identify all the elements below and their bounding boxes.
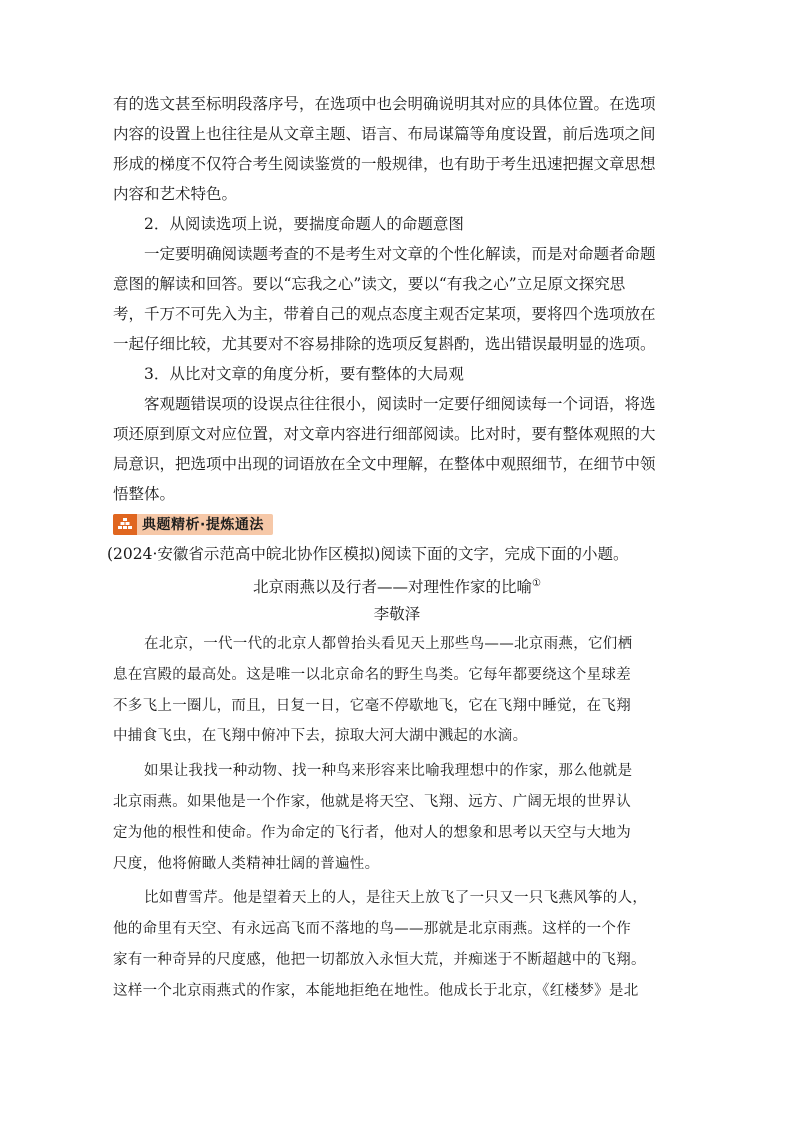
section-intro [113, 89, 681, 209]
point-2 [113, 209, 681, 359]
essay-title-text: 北京雨燕以及行者——对理性作家的比喻 [253, 578, 533, 597]
section-badge [113, 514, 273, 535]
point-3 [113, 359, 681, 509]
essay-author: 李敬泽 [373, 605, 421, 623]
question-intro: (2024·安徽省示范高中皖北协作区模拟)阅读下面的文字，完成下面的小题。 [107, 545, 629, 563]
essay-line: 不多飞上一圈儿，而且，日复一日，它毫不停歇地飞，它在飞翔中睡觉，在飞翔 [113, 697, 631, 714]
point-heading: 2．从阅读选项上说，要揣度命题人的命题意图 [144, 215, 464, 233]
essay-line: 中捕食飞虫，在飞翔中俯冲下去，掠取大河大湖中溅起的水滴。 [113, 728, 528, 745]
essay-line: 比如曹雪芹。他是望着天上的人，是往天上放飞了一只又一只飞燕风筝的人， [144, 890, 648, 907]
essay-title [113, 569, 681, 599]
text-line: 内容和艺术特色。 [113, 185, 238, 203]
essay-line: 北京雨燕。如果他是一个作家，他就是将天空、飞翔、远方、广阔无垠的世界认 [113, 793, 631, 810]
text-line: 客观题错误项的设误点往往很小，阅读时一定要仔细阅读每一个词语，将选 [144, 395, 656, 413]
text-line: 有的选文甚至标明段落序号，在选项中也会明确说明其对应的具体位置。在选项 [113, 95, 656, 113]
document-page [107, 89, 681, 1007]
essay-line: 息在宫殿的最高处。这是唯一以北京命名的野生鸟类。它每年都要绕这个星球差 [113, 666, 631, 683]
text-line: 悟整体。 [113, 485, 176, 503]
point-heading: 3．从比对文章的角度分析，要有整体的大局观 [144, 365, 464, 383]
essay-line: 如果让我找一种动物、找一种鸟来形容来比喻我理想中的作家，那么他就是 [144, 763, 633, 780]
footnote-marker: ① [532, 578, 541, 589]
text-line: 考，千万不可先入为主，带着自己的观点态度主观否定某项，要将四个选项放在 [113, 305, 656, 323]
essay-paragraph-1 [113, 629, 681, 752]
section-badge-row [113, 509, 681, 539]
text-line: 局意识，把选项中出现的词语放在全文中理解，在整体中观照细节，在细节中领 [113, 455, 656, 473]
essay-line: 这样一个北京雨燕式的作家，本能地拒绝在地性。他成长于北京，《红楼梦》是北 [113, 982, 639, 999]
pyramid-icon [113, 514, 137, 535]
text-line: 一起仔细比较，尤其要对不容易排除的选项反复斟酌，选出错误最明显的选项。 [113, 335, 656, 353]
essay-line: 家有一种奇异的尺度感，他把一切都放入永恒大荒，并痴迷于不断超越中的飞翔。 [113, 951, 646, 968]
essay-line: 定为他的根性和使命。作为命定的飞行者，他对人的想象和思考以天空与大地为 [113, 824, 631, 841]
essay-line: 尺度，他将俯瞰人类精神壮阔的普遍性。 [113, 855, 380, 872]
text-line: 意图的解读和回答。要以“忘我之心”读文，要以“有我之心”立足原文探究思 [113, 275, 626, 293]
essay-paragraph-2 [113, 756, 681, 879]
text-line: 一定要明确阅读题考查的不是考生对文章的个性化解读，而是对命题者命题 [144, 245, 656, 263]
essay-line: 他的命里有天空、有永远高飞而不落地的鸟——那就是北京雨燕。这样的一个作 [113, 921, 631, 938]
essay-line: 在北京，一代一代的北京人都曾抬头看见天上那些鸟——北京雨燕，它们栖 [144, 636, 633, 652]
text-line: 内容的设置上也往往是从文章主题、语言、布局谋篇等角度设置，前后选项之间 [113, 125, 656, 143]
badge-label: 典题精析·提炼通法 [142, 517, 264, 533]
text-line: 项还原到原文对应位置，对文章内容进行细部阅读。比对时，要有整体观照的大 [113, 425, 656, 443]
essay-paragraph-3 [113, 883, 681, 1006]
text-line: 形成的梯度不仅符合考生阅读鉴赏的一般规律，也有助于考生迅速把握文章思想 [113, 155, 656, 173]
